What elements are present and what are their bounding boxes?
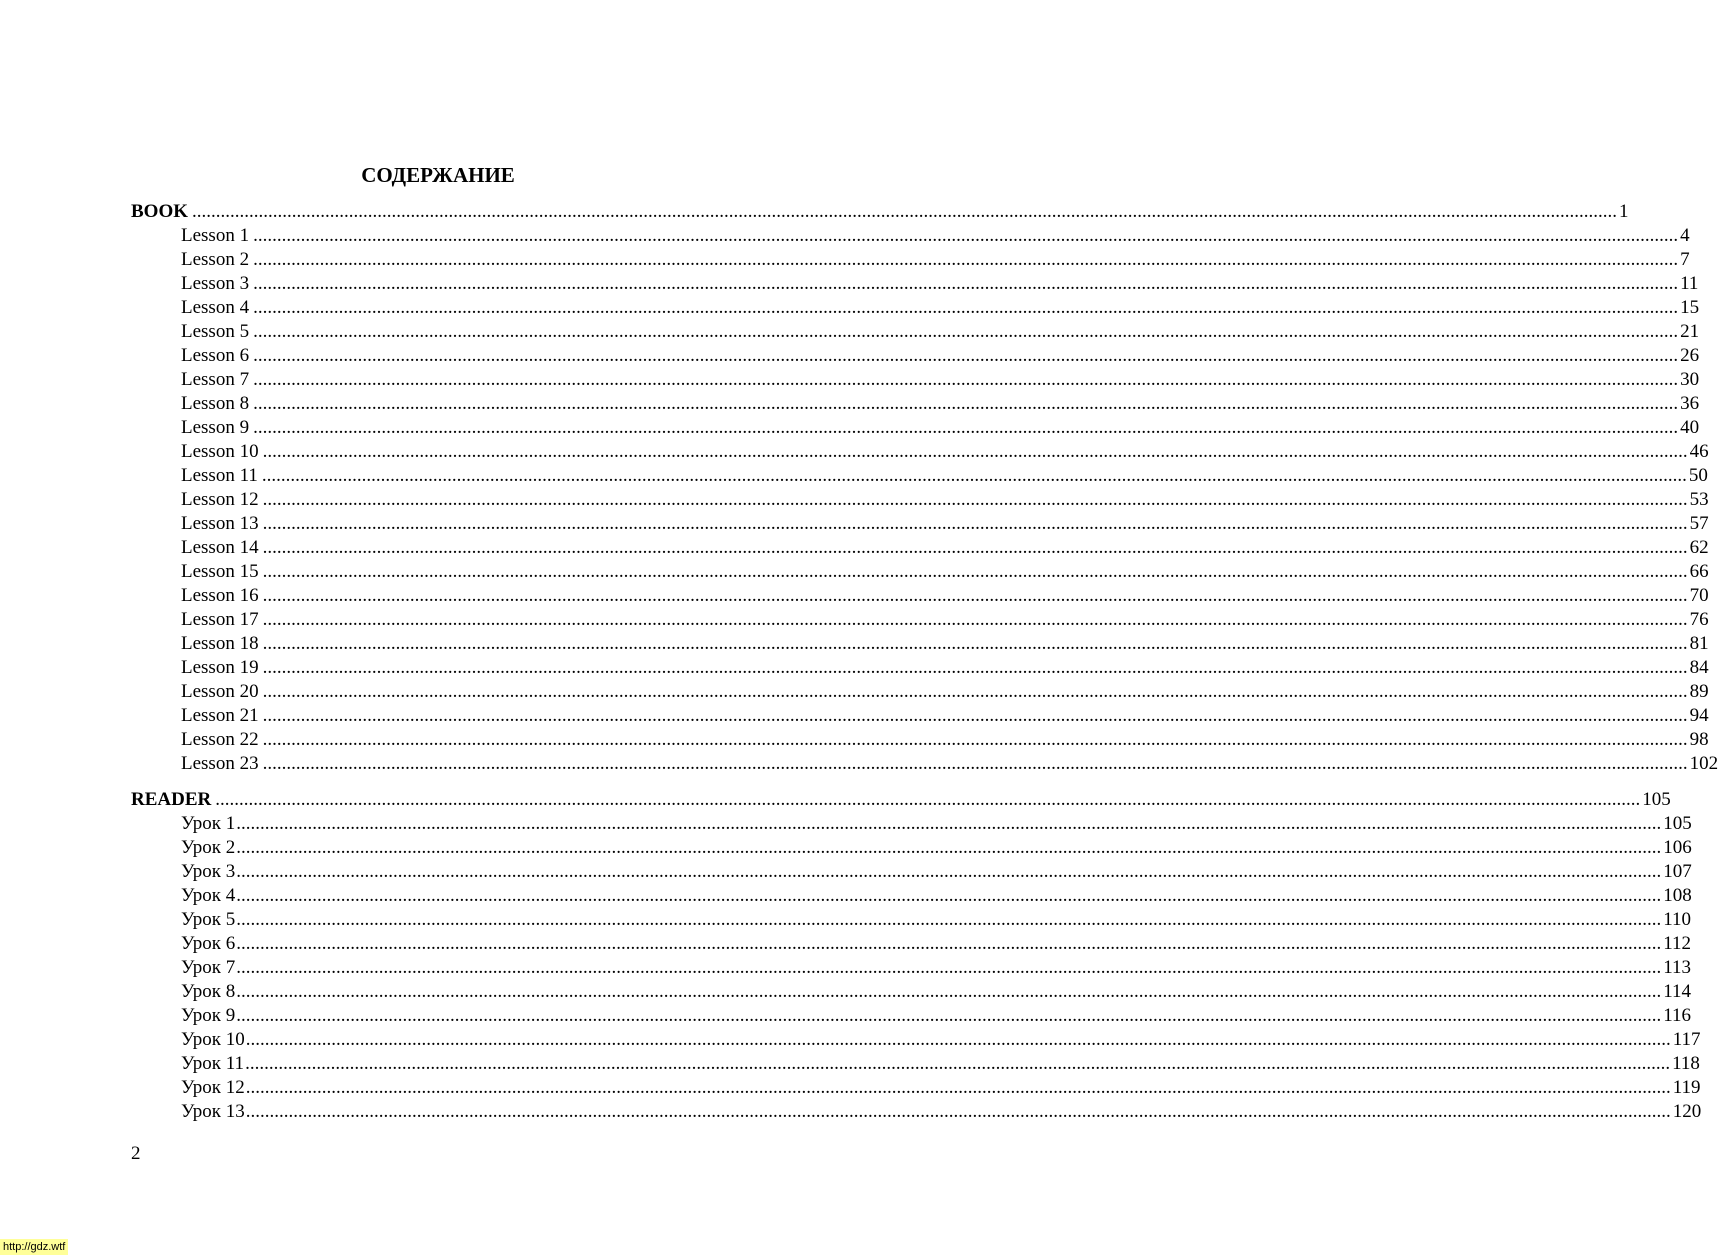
toc-entry-page: 53 (1689, 489, 1709, 510)
toc-entry-page: 114 (1663, 981, 1692, 1002)
toc-entry-label: Урок 1 (181, 813, 236, 834)
toc-entry-page: 118 (1672, 1053, 1700, 1074)
toc-entry-page: 76 (1689, 609, 1709, 630)
toc-entry[interactable] (131, 656, 1709, 680)
toc-entry-page: 102 (1689, 753, 1718, 774)
toc-entry-label: Lesson 9 (181, 417, 250, 438)
toc-entry[interactable] (131, 1028, 1701, 1052)
dot-leader: ............................................................................................................................................................................................................................................................................................................ (245, 1053, 1671, 1074)
dot-leader: ............................................................................................................................................................................................................................................................................................................ (253, 249, 1679, 270)
toc-entry-label: Lesson 20 (181, 681, 259, 702)
toc-entry[interactable] (131, 980, 1692, 1004)
toc-entry-label: Lesson 23 (181, 753, 259, 774)
dot-leader: ............................................................................................................................................................................................................................................................................................................ (262, 441, 1688, 462)
dot-leader: ............................................................................................................................................................................................................................................................................................................ (262, 705, 1688, 726)
toc-entry[interactable] (131, 908, 1692, 932)
dot-leader: ............................................................................................................................................................................................................................................................................................................ (253, 321, 1679, 342)
toc-entry-page: 66 (1689, 561, 1709, 582)
toc-entry[interactable] (131, 632, 1709, 656)
toc-entry-page: 117 (1672, 1029, 1701, 1050)
toc-entry-label: Урок 13 (181, 1101, 245, 1122)
toc-entry[interactable] (131, 296, 1700, 320)
toc-entry-page: 106 (1663, 837, 1692, 858)
dot-leader: ............................................................................................................................................................................................................................................................................................................ (236, 909, 1662, 930)
toc-entry[interactable] (131, 584, 1709, 608)
page-number: 2 (131, 1143, 141, 1164)
toc-entry[interactable] (131, 368, 1700, 392)
toc-entry-page: 110 (1663, 909, 1692, 930)
toc-entry-label: Lesson 11 (181, 465, 258, 486)
toc-entry-label: Урок 6 (181, 933, 236, 954)
toc-entry-label: Lesson 15 (181, 561, 259, 582)
dot-leader: ............................................................................................................................................................................................................................................................................................................ (236, 813, 1662, 834)
toc-entry[interactable] (131, 488, 1709, 512)
dot-leader: ............................................................................................................................................................................................................................................................................................................ (236, 861, 1662, 882)
toc-entry-page: 50 (1688, 465, 1708, 486)
toc-entry[interactable] (131, 836, 1692, 860)
toc-entry-label: Lesson 10 (181, 441, 259, 462)
dot-leader: ............................................................................................................................................................................................................................................................................................................ (245, 1077, 1671, 1098)
toc-entry[interactable] (131, 440, 1709, 464)
toc-entry[interactable] (131, 752, 1718, 776)
toc-entry-page: 113 (1663, 957, 1692, 978)
dot-leader: ............................................................................................................................................................................................................................................................................................................ (215, 789, 1641, 810)
toc-entry[interactable] (131, 560, 1709, 584)
toc-entry-label: Lesson 19 (181, 657, 259, 678)
toc-entry-page: 15 (1680, 297, 1700, 318)
dot-leader: ............................................................................................................................................................................................................................................................................................................ (262, 513, 1688, 534)
toc-section-reader (131, 788, 1702, 1124)
toc-entry-label: Lesson 2 (181, 249, 250, 270)
toc-entry-label: Урок 5 (181, 909, 236, 930)
toc-entry[interactable] (131, 464, 1708, 488)
dot-leader: ............................................................................................................................................................................................................................................................................................................ (245, 1029, 1671, 1050)
dot-leader: ............................................................................................................................................................................................................................................................................................................ (262, 657, 1688, 678)
dot-leader: ............................................................................................................................................................................................................................................................................................................ (236, 933, 1662, 954)
dot-leader: ............................................................................................................................................................................................................................................................................................................ (236, 837, 1662, 858)
toc-entry-page: 105 (1663, 813, 1692, 834)
toc-entry[interactable] (131, 884, 1692, 908)
toc-entry-label: Урок 8 (181, 981, 236, 1002)
dot-leader: ............................................................................................................................................................................................................................................................................................................ (262, 609, 1688, 630)
dot-leader: ............................................................................................................................................................................................................................................................................................................ (253, 393, 1679, 414)
dot-leader: ............................................................................................................................................................................................................................................................................................................ (253, 417, 1679, 438)
toc-entry[interactable] (131, 1052, 1700, 1076)
dot-leader: ............................................................................................................................................................................................................................................................................................................ (253, 297, 1679, 318)
dot-leader: ............................................................................................................................................................................................................................................................................................................ (236, 885, 1662, 906)
toc-entry-label: Урок 4 (181, 885, 236, 906)
toc-entry-page: 7 (1680, 249, 1690, 270)
toc-section-heading[interactable] (131, 788, 1671, 812)
toc-entry[interactable] (131, 704, 1709, 728)
toc-entry-label: Lesson 21 (181, 705, 259, 726)
toc-entry-label: Урок 7 (181, 957, 236, 978)
toc-entry-page: 120 (1672, 1101, 1702, 1122)
toc-entry-page: 57 (1689, 513, 1709, 534)
dot-leader: ............................................................................................................................................................................................................................................................................................................ (192, 201, 1618, 222)
dot-leader: ............................................................................................................................................................................................................................................................................................................ (262, 633, 1688, 654)
toc-entry-page: 116 (1663, 1005, 1692, 1026)
toc-entry[interactable] (131, 1004, 1692, 1028)
toc-entry-label: Lesson 8 (181, 393, 250, 414)
toc-entry-page: 108 (1663, 885, 1692, 906)
dot-leader: ............................................................................................................................................................................................................................................................................................................ (261, 465, 1687, 486)
toc-entry[interactable] (131, 344, 1700, 368)
toc-entry-label: Урок 2 (181, 837, 236, 858)
toc-entry-label: Lesson 1 (181, 225, 250, 246)
toc-entry[interactable] (131, 512, 1709, 536)
dot-leader: ............................................................................................................................................................................................................................................................................................................ (236, 981, 1662, 1002)
page-title (0, 163, 876, 188)
toc-entry-label: Lesson 7 (181, 369, 250, 390)
dot-leader: ............................................................................................................................................................................................................................................................................................................ (253, 273, 1679, 294)
toc-entry-page: 107 (1663, 861, 1692, 882)
toc-entry[interactable] (131, 224, 1690, 248)
toc-entry-page: 26 (1680, 345, 1700, 366)
toc-entry-label: Lesson 17 (181, 609, 259, 630)
toc-entry-page: 36 (1680, 393, 1700, 414)
toc-entry-label: Урок 12 (181, 1077, 245, 1098)
toc-entry-page: 21 (1680, 321, 1700, 342)
toc-entry-label: Урок 3 (181, 861, 236, 882)
toc-entry-page: 70 (1689, 585, 1709, 606)
toc-section-heading[interactable] (131, 200, 1629, 224)
toc-entry-label: Lesson 18 (181, 633, 259, 654)
toc-entry-page: 1 (1619, 201, 1629, 222)
dot-leader: ............................................................................................................................................................................................................................................................................................................ (245, 1101, 1671, 1122)
toc-entry-page: 30 (1680, 369, 1700, 390)
toc-entry[interactable] (131, 416, 1700, 440)
toc-entry-page: 11 (1680, 273, 1699, 294)
dot-leader: ............................................................................................................................................................................................................................................................................................................ (253, 369, 1679, 390)
toc-entry-label: Урок 9 (181, 1005, 236, 1026)
toc-entry[interactable] (131, 272, 1699, 296)
toc-entry[interactable] (131, 680, 1709, 704)
toc-entry[interactable] (131, 608, 1709, 632)
toc-entry-page: 89 (1689, 681, 1709, 702)
watermark-link[interactable]: http://gdz.wtf (0, 1239, 68, 1255)
toc-entry[interactable] (131, 932, 1692, 956)
dot-leader: ............................................................................................................................................................................................................................................................................................................ (253, 345, 1679, 366)
toc-entry-label: BOOK (131, 201, 189, 222)
dot-leader: ............................................................................................................................................................................................................................................................................................................ (262, 489, 1688, 510)
toc-section-book (131, 200, 1718, 776)
toc-entry-label: Lesson 16 (181, 585, 259, 606)
toc-entry-label: Lesson 14 (181, 537, 259, 558)
dot-leader: ............................................................................................................................................................................................................................................................................................................ (253, 225, 1679, 246)
toc-entry-page: 98 (1689, 729, 1709, 750)
toc-entry[interactable] (131, 392, 1700, 416)
toc-entry-page: 4 (1680, 225, 1690, 246)
dot-leader: ............................................................................................................................................................................................................................................................................................................ (262, 585, 1688, 606)
dot-leader: ............................................................................................................................................................................................................................................................................................................ (262, 729, 1688, 750)
toc-entry-label: Lesson 12 (181, 489, 259, 510)
dot-leader: ............................................................................................................................................................................................................................................................................................................ (262, 561, 1688, 582)
toc-entry[interactable] (131, 728, 1709, 752)
toc-entry-page: 62 (1689, 537, 1709, 558)
title-text: СОДЕРЖАНИЕ (361, 163, 515, 187)
toc-entry-page: 119 (1672, 1077, 1701, 1098)
toc-entry-page: 40 (1680, 417, 1700, 438)
dot-leader: ............................................................................................................................................................................................................................................................................................................ (262, 753, 1688, 774)
toc-entry[interactable] (131, 812, 1692, 836)
toc-entry[interactable] (131, 320, 1700, 344)
toc-entry-label: Lesson 5 (181, 321, 250, 342)
toc-entry-label: READER (131, 789, 212, 810)
toc-entry-label: Урок 10 (181, 1029, 245, 1050)
toc-entry-page: 94 (1689, 705, 1709, 726)
toc-entry-label: Lesson 6 (181, 345, 250, 366)
toc-entry-page: 81 (1689, 633, 1709, 654)
toc-entry-page: 105 (1642, 789, 1671, 810)
toc-entry[interactable] (131, 536, 1709, 560)
toc-entry[interactable] (131, 248, 1690, 272)
toc-entry[interactable] (131, 956, 1692, 980)
toc-entry[interactable] (131, 1100, 1702, 1124)
toc-entry-page: 46 (1689, 441, 1709, 462)
toc-entry-label: Lesson 22 (181, 729, 259, 750)
dot-leader: ............................................................................................................................................................................................................................................................................................................ (236, 1005, 1662, 1026)
dot-leader: ............................................................................................................................................................................................................................................................................................................ (236, 957, 1662, 978)
toc-entry-label: Lesson 3 (181, 273, 250, 294)
toc-entry[interactable] (131, 860, 1692, 884)
dot-leader: ............................................................................................................................................................................................................................................................................................................ (262, 537, 1688, 558)
toc-entry-label: Урок 11 (181, 1053, 245, 1074)
toc-entry-page: 84 (1689, 657, 1709, 678)
toc-entry-label: Lesson 4 (181, 297, 250, 318)
toc-entry-label: Lesson 13 (181, 513, 259, 534)
toc-entry[interactable] (131, 1076, 1701, 1100)
toc-entry-page: 112 (1663, 933, 1692, 954)
dot-leader: ............................................................................................................................................................................................................................................................................................................ (262, 681, 1688, 702)
